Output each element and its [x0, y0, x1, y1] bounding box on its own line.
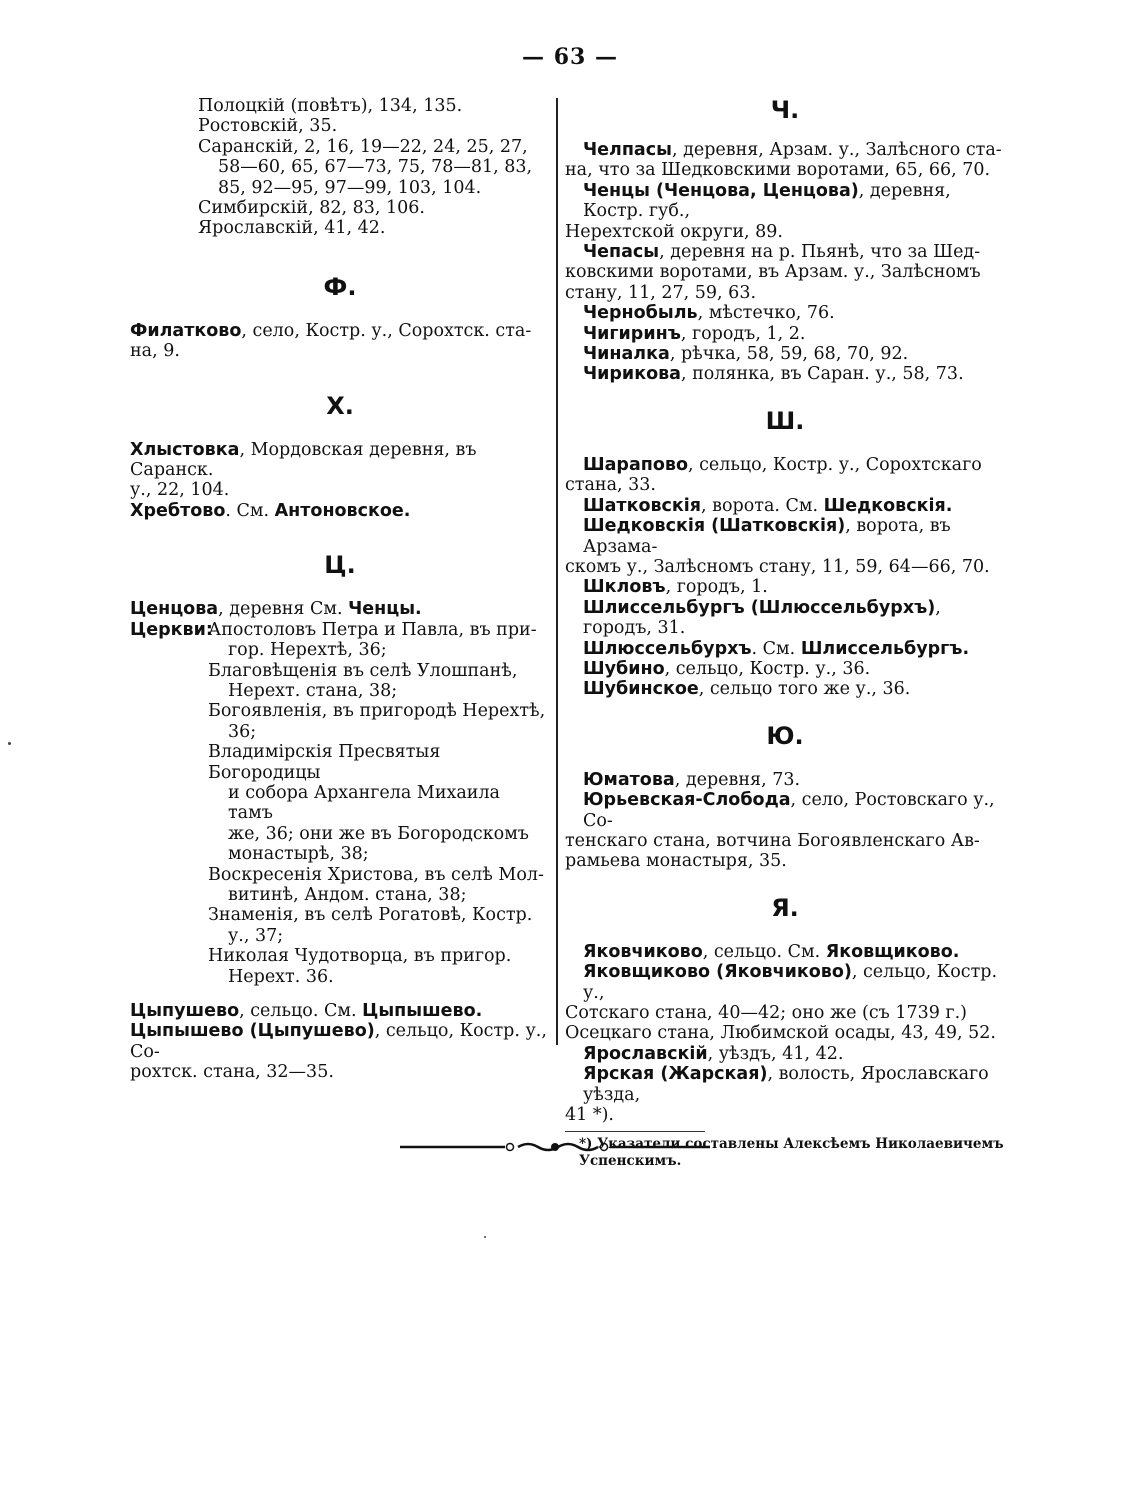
church-line: монастырѣ, 38; — [228, 844, 369, 865]
index-entry: Шарапово, сельцо, Костр. у., Сорохтскаго — [583, 454, 982, 475]
index-entry: Шлюссельбурхъ. См. Шлиссельбургъ. — [583, 638, 970, 659]
left-column — [130, 96, 550, 1083]
index-entry: Челпасы, деревня, Арзам. у., Залѣсного ста- — [583, 140, 1002, 160]
index-entry: Шкловъ, городъ, 1. — [583, 577, 768, 598]
index-entry-continuation: ковскими воротами, въ Арзам. у., Залѣсномъ — [565, 262, 981, 283]
church-line: Воскресенія Христова, въ селѣ Мол- — [208, 864, 544, 885]
index-entry: Цыпушево, сельцо. См. Цыпышево. — [130, 1001, 483, 1021]
church-line: гор. Нерехтѣ, 36; — [228, 640, 387, 661]
church-line: 36; — [228, 721, 257, 742]
index-entry: Ростовскій, 35. — [198, 116, 338, 137]
index-entry: Симбирскій, 82, 83, 106. — [198, 198, 425, 219]
index-entry: Шубинское, сельцо того же у., 36. — [583, 679, 911, 700]
index-entry: Ченцы (Ченцова, Ценцова), деревня, Костр. губ., — [583, 180, 951, 222]
section-letter-ch: Ч. — [770, 96, 800, 124]
index-entry: Яковчиково, сельцо. См. Яковщиково. — [583, 941, 960, 962]
church-line: Николая Чудотворца, въ пригор. — [208, 946, 512, 967]
section-letter-sh: Ш. — [765, 406, 805, 435]
index-entry: Юрьевская-Слобода, село, Ростовскаго у., Со- — [583, 790, 995, 831]
index-entry-continuation: Нерехтской округи, 89. — [565, 221, 783, 242]
index-entry: Хлыстовка, Мордовская деревня, въ Саранск. — [130, 439, 477, 481]
index-entry: Яковщиково (Яковчиково), сельцо, Костр. у., — [583, 962, 998, 1003]
church-line: у., 37; — [228, 925, 284, 946]
church-line: Владимірскія Пресвятыя Богородицы — [208, 742, 441, 783]
right-column — [565, 96, 1005, 1170]
page-number: — 63 — — [522, 44, 618, 70]
churches-entry: Церкви: Апостоловъ Петра и Павла, въ при- — [130, 619, 537, 640]
column-divider — [556, 98, 558, 1045]
index-entry: Юматова, деревня, 73. — [583, 769, 801, 790]
scan-speck — [484, 1236, 486, 1238]
index-entry-continuation: рохтск. стана, 32—35. — [130, 1062, 334, 1083]
index-entry: Шедковскія (Шатковскія), ворота, въ Арзама- — [583, 516, 951, 557]
index-entry-continuation: стану, 11, 27, 59, 63. — [565, 282, 757, 303]
index-entry: Ярославскій, 41, 42. — [198, 218, 386, 239]
index-entry-continuation: Сотскаго стана, 40—42; оно же (съ 1739 г.) — [565, 1003, 967, 1023]
ornament-divider-icon — [400, 1140, 710, 1154]
church-line: Нерехт. стана, 38; — [228, 680, 398, 701]
index-entry-continuation: на, что за Шедковскими воротами, 65, 66, 70. — [565, 160, 991, 181]
index-entry: Хребтово. См. Антоновское. — [130, 500, 411, 521]
index-entry: Ярская (Жарская), волость, Ярославскаго уѣзда, — [583, 1064, 989, 1105]
footnote-rule — [565, 1131, 705, 1132]
index-entry: Чиналка, рѣчка, 58, 59, 68, 70, 92. — [583, 344, 909, 365]
index-entry: 58—60, 65, 67—73, 75, 78—81, 83, — [218, 157, 533, 178]
index-entry-continuation: скомъ у., Залѣсномъ стану, 11, 59, 64—66, 70. — [565, 556, 990, 577]
section-letter-yu: Ю. — [766, 721, 804, 750]
index-entry: Шатковскія, ворота. См. Шедковскія. — [583, 495, 953, 516]
index-entry: Чернобыль, мѣстечко, 76. — [583, 303, 835, 324]
index-entry-continuation: тенскаго стана, вотчина Богоявленскаго Ав- — [565, 830, 980, 851]
section-letter-ya: Я. — [771, 893, 799, 922]
index-entry-continuation: на, 9. — [130, 341, 180, 362]
index-entry: Филатково, село, Костр. у., Сорохтск. ста- — [130, 320, 532, 341]
index-entry-continuation: Осецкаго стана, Любимской осады, 43, 49, 52. — [565, 1023, 996, 1044]
index-entry-continuation: у., 22, 104. — [130, 480, 230, 501]
section-letter-f: Ф. — [323, 272, 357, 301]
church-line: и собора Архангела Михаила тамъ — [228, 782, 500, 824]
index-entry: Ярославскій, уѣздъ, 41, 42. — [583, 1043, 844, 1064]
index-entry: Саранскій, 2, 16, 19—22, 24, 25, 27, — [198, 136, 528, 157]
index-entry: Чигиринъ, городъ, 1, 2. — [583, 323, 806, 344]
church-line: Нерехт. 36. — [228, 966, 334, 987]
index-entry-continuation: 41 *). — [565, 1105, 614, 1126]
church-line: Знаменія, въ селѣ Рогатовѣ, Костр. — [208, 905, 533, 926]
footnote-line: Успенскимъ. — [579, 1153, 682, 1170]
church-line: витинѣ, Андом. стана, 38; — [228, 884, 467, 905]
index-entry: Чирикова, полянка, въ Саран. у., 58, 73. — [583, 364, 964, 385]
section-letter-kh: Х. — [326, 391, 354, 420]
church-line: Богоявленія, въ пригородѣ Нерехтѣ, — [208, 701, 546, 722]
footnote-line: *) Указатели составлены Алексѣемъ Николаевичемъ — [579, 1136, 1004, 1153]
index-entry: Полоцкій (повѣтъ), 134, 135. — [198, 96, 463, 116]
index-entry: 85, 92—95, 97—99, 103, 104. — [218, 177, 482, 198]
index-entry: Шубино, сельцо, Костр. у., 36. — [583, 658, 871, 679]
churches-heading: Церкви: — [130, 619, 213, 640]
section-letter-ts: Ц. — [324, 551, 356, 580]
church-line: же, 36; они же въ Богородскомъ — [228, 823, 529, 844]
scan-speck — [8, 742, 11, 745]
index-entry: Цыпышево (Цыпушево), сельцо, Костр. у., Со- — [130, 1021, 547, 1062]
index-entry: Ценцова, деревня См. Ченцы. — [130, 599, 422, 620]
index-entry: Чепасы, деревня на р. Пьянѣ, что за Шед- — [583, 242, 981, 263]
church-line: Благовѣщенія въ селѣ Улошпанѣ, — [208, 660, 518, 681]
index-entry-continuation: рамьева монастыря, 35. — [565, 851, 787, 872]
index-entry: Шлиссельбургъ (Шлюссельбурхъ), городъ, 31. — [583, 597, 941, 639]
index-entry-continuation: стана, 33. — [565, 475, 656, 496]
